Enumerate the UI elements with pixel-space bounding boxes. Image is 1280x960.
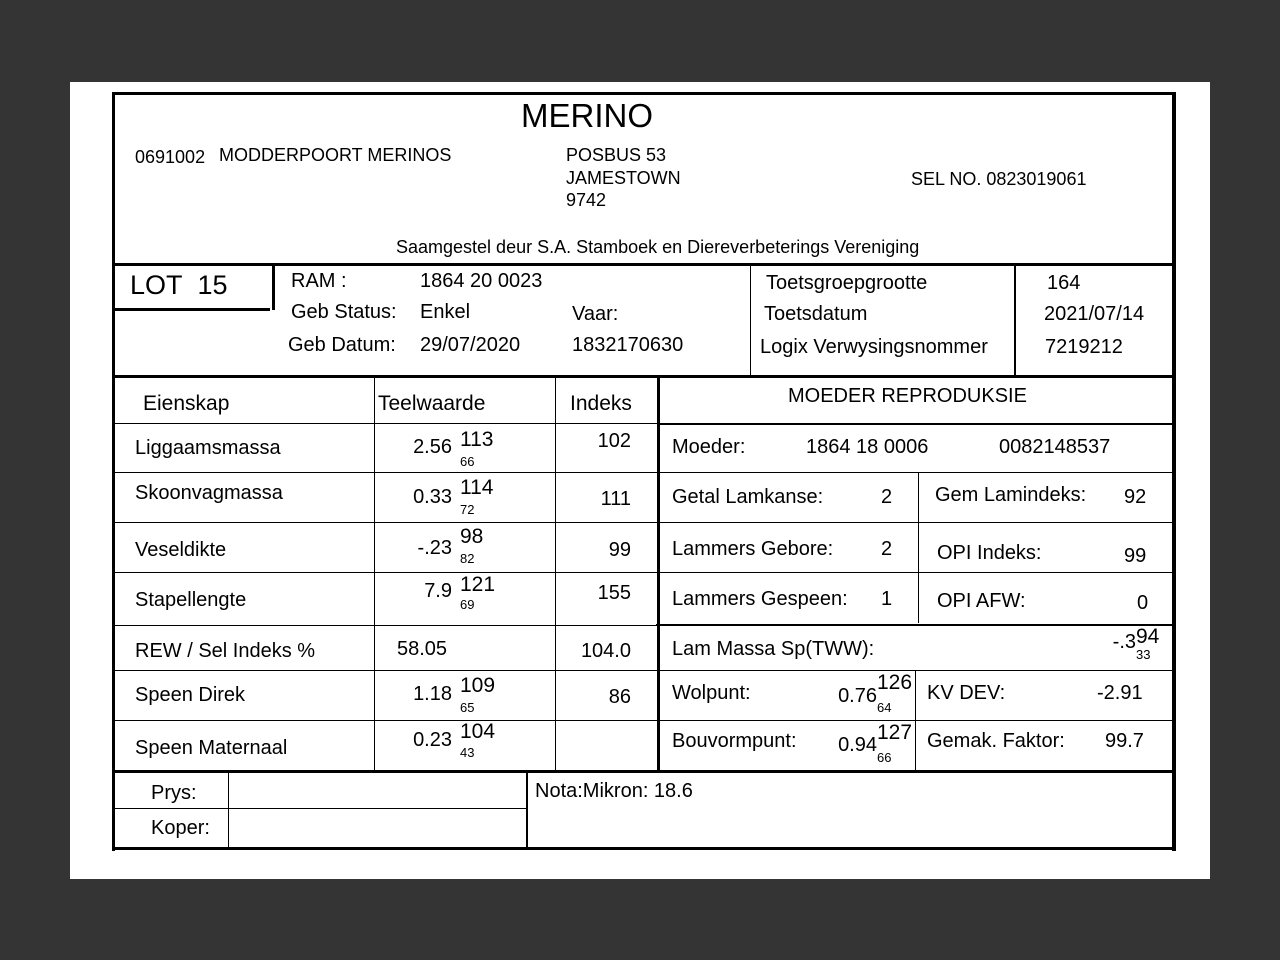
trait-value-superscript: 121	[460, 573, 496, 596]
compiled-by: Saamgestel deur S.A. Stamboek en Diereverbeterings Vereniging	[396, 237, 920, 257]
status-value: Enkel	[420, 301, 471, 323]
trait-value-superscript: 109	[460, 674, 496, 697]
address-line-2: JAMESTOWN	[566, 168, 681, 188]
trait-name: Stapellengte	[135, 589, 247, 611]
wool-score-label: Wolpunt:	[672, 682, 751, 704]
dam-id: 1864 18 0006	[806, 436, 929, 458]
lamb-mass-superscript: 94	[1136, 625, 1160, 648]
trait-index: 104.0	[580, 640, 631, 662]
lambing-opportunities-label: Getal Lamkanse:	[672, 486, 824, 508]
breeding-value-header: Teelwaarde	[378, 392, 486, 415]
trait-name: Skoonvagmassa	[135, 482, 283, 504]
trait-value: 1.18	[413, 683, 452, 705]
trait-value-superscript: 98	[460, 525, 484, 548]
ram-label: RAM :	[291, 270, 347, 292]
birth-value: 29/07/2020	[420, 334, 521, 356]
trait-value-superscript: 113	[460, 428, 494, 451]
dam-label: Moeder:	[672, 436, 746, 458]
buyer-label: Koper:	[151, 817, 210, 839]
lambing-opportunities-value: 2	[881, 486, 893, 508]
trait-value-subscript: 69	[460, 597, 475, 612]
trait-name: Speen Maternaal	[135, 737, 288, 759]
trait-name: REW / Sel Indeks %	[135, 640, 316, 662]
lambs-weaned-label: Lammers Gespeen:	[672, 588, 848, 610]
lot-number: 15	[197, 270, 228, 300]
trait-index: 111	[600, 488, 631, 510]
breeder-name: MODDERPOORT MERINOS	[219, 145, 452, 165]
lamb-index-value: 92	[1124, 486, 1147, 508]
phone-number: SEL NO. 0823019061	[911, 169, 1087, 189]
trait-value: 0.33	[413, 486, 452, 508]
index-header: Indeks	[570, 392, 632, 415]
trait-value-subscript: 43	[460, 745, 475, 760]
lamb-mass-subscript: 33	[1136, 647, 1151, 662]
trait-value-subscript: 72	[460, 502, 475, 517]
opi-index-label: OPI Indeks:	[937, 542, 1042, 564]
lot-label	[130, 272, 228, 299]
trait-value-subscript: 65	[460, 700, 475, 715]
trait-value: -.23	[417, 537, 452, 559]
trait-value-superscript: 114	[460, 476, 494, 499]
conformation-score-value: 0.94	[838, 734, 877, 756]
conformation-score-label: Bouvormpunt:	[672, 730, 797, 752]
group-size-label: Toetsgroepgrootte	[766, 272, 928, 294]
trait-name: Liggaamsmassa	[135, 437, 281, 459]
trait-index: 99	[608, 539, 631, 561]
kv-deviation-value: -2.91	[1097, 682, 1143, 704]
opi-index-value: 99	[1124, 545, 1147, 567]
trait-value-subscript: 66	[460, 454, 475, 469]
trait-value: 2.56	[413, 436, 452, 458]
trait-index: 86	[608, 686, 631, 708]
sire-label: Vaar:	[572, 303, 619, 325]
ease-factor-value: 99.7	[1105, 730, 1144, 752]
test-date-label: Toetsdatum	[764, 303, 868, 325]
price-label: Prys:	[151, 782, 197, 804]
lamb-mass-label: Lam Massa Sp(TWW):	[672, 638, 875, 660]
trait-value: 0.23	[413, 729, 452, 751]
lamb-index-label: Gem Lamindeks:	[935, 484, 1087, 506]
trait-index: 102	[597, 430, 631, 452]
dam-section-title: MOEDER REPRODUKSIE	[788, 385, 1027, 407]
reference-label: Logix Verwysingsnommer	[760, 336, 988, 358]
sire-value: 1832170630	[572, 334, 684, 356]
conformation-score-superscript: 127	[877, 721, 913, 744]
wool-score-value: 0.76	[838, 685, 877, 707]
trait-index: 155	[597, 582, 631, 604]
ease-factor-label: Gemak. Faktor:	[927, 730, 1065, 752]
lambs-weaned-value: 1	[881, 588, 893, 610]
trait-value: 7.9	[424, 580, 452, 602]
breed-title: MERINO	[521, 97, 653, 134]
lambs-born-label: Lammers Gebore:	[672, 538, 834, 560]
status-label: Geb Status:	[291, 301, 397, 323]
ram-value: 1864 20 0023	[420, 270, 543, 292]
note-text: Nota:Mikron: 18.6	[535, 780, 693, 802]
birth-label: Geb Datum:	[288, 334, 396, 356]
opi-deviation-label: OPI AFW:	[937, 590, 1026, 612]
wool-score-subscript: 64	[877, 700, 892, 715]
trait-value: 58.05	[397, 638, 448, 660]
catalogue-card	[70, 82, 1210, 879]
reference-value: 7219212	[1045, 336, 1123, 358]
trait-name: Speen Direk	[135, 684, 246, 706]
conformation-score-subscript: 66	[877, 750, 892, 765]
address-line-1: POSBUS 53	[566, 145, 667, 165]
trait-name: Veseldikte	[135, 539, 227, 561]
address-line-3: 9742	[566, 190, 607, 210]
trait-header: Eienskap	[143, 392, 230, 415]
opi-deviation-value: 0	[1137, 592, 1149, 614]
lamb-mass-value: -.3	[1112, 631, 1136, 653]
wool-score-superscript: 126	[877, 671, 913, 694]
trait-value-subscript: 82	[460, 551, 475, 566]
group-size-value: 164	[1047, 272, 1081, 294]
kv-deviation-label: KV DEV:	[927, 682, 1006, 704]
trait-value-superscript: 104	[460, 720, 496, 743]
dam-reference: 0082148537	[999, 436, 1111, 458]
test-date-value: 2021/07/14	[1044, 303, 1145, 325]
breeder-code: 0691002	[135, 147, 206, 167]
lambs-born-value: 2	[881, 538, 893, 560]
lot-label-text: LOT	[130, 270, 183, 300]
